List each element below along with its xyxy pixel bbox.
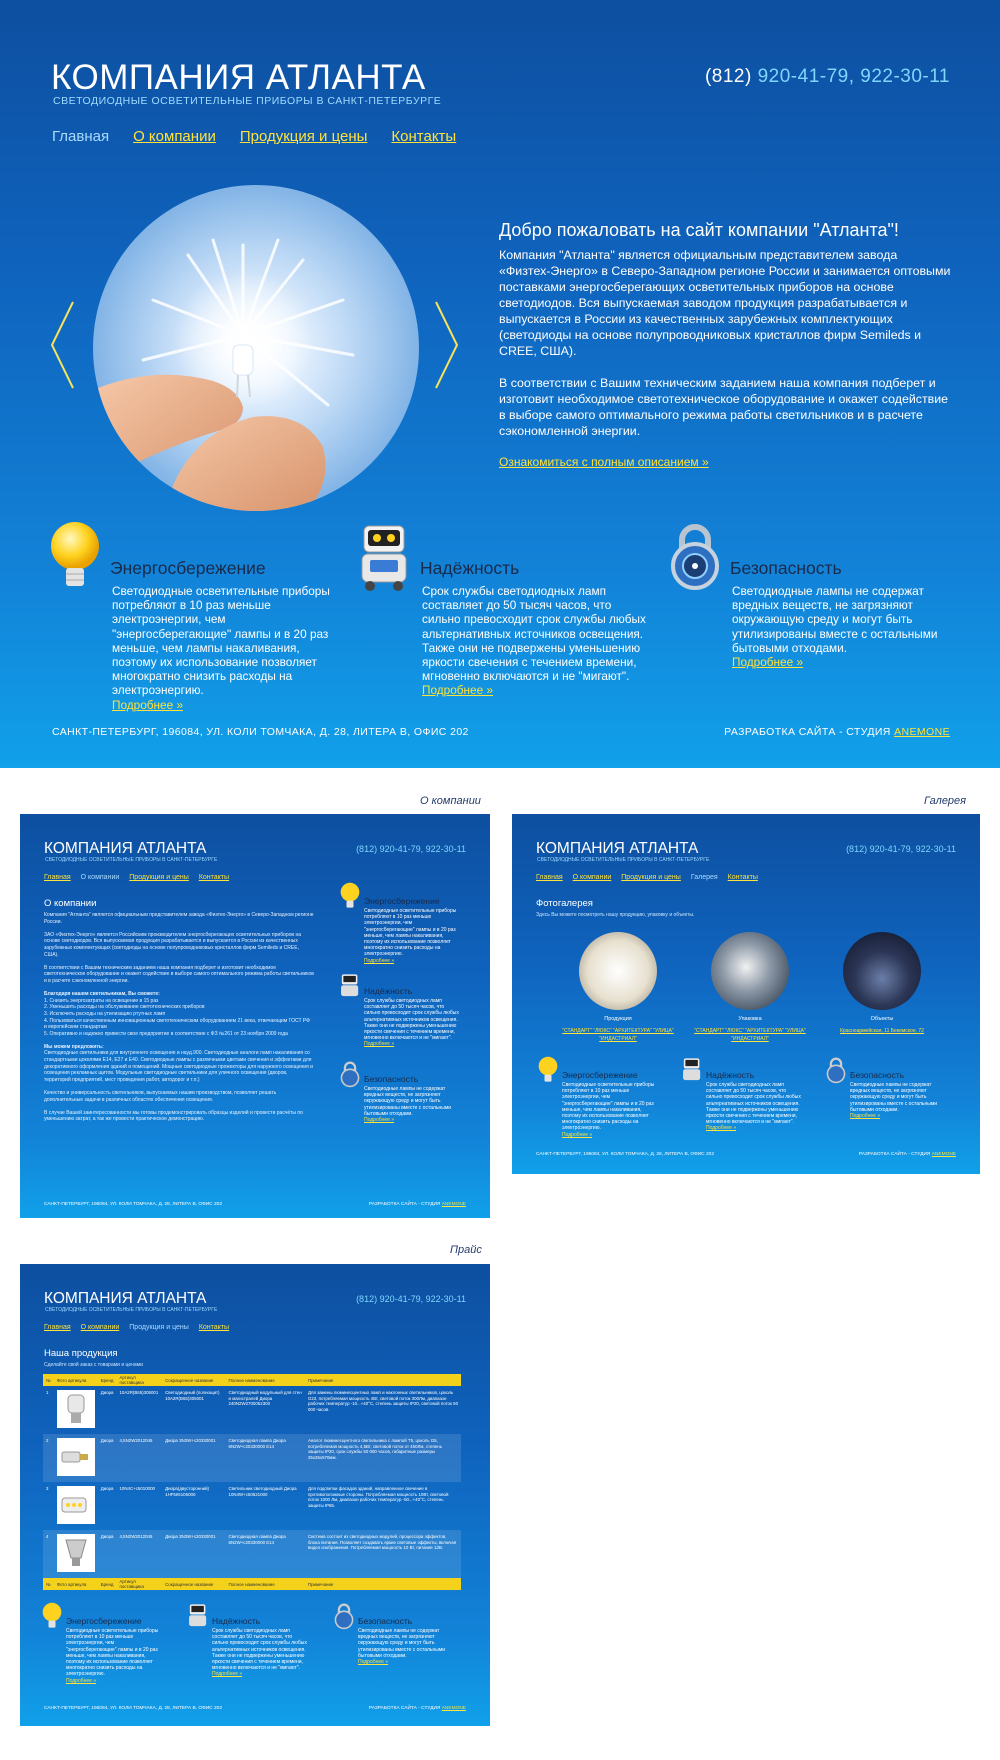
- hero-led-image: [93, 185, 419, 511]
- padlock-icon: [666, 520, 724, 592]
- thumb-price-page[interactable]: КОМПАНИЯ АТЛАНТА СВЕТОДИОДНЫЕ ОСВЕТИТЕЛЬНЫЕ ПРИБОРЫ В САНКТ-ПЕТЕРБУРГЕ (812) 920-41-79, 922-30-11 Главная О компании Продукция и цены Контакты Наша продукция Сделайте свой заказ с товарами и ценами № Фото артикула Бренд Артикул поставщика Сокращенное название Полное наименование Примечание 1 Диора 10А2R(B65)305001 Светодиодный (полнощит) 10А2R(B65)305001 Светодиодный модульный для стен и магистралей Диора 240N2W2700052300 Для замены люминесцентных ламп и наклонных светильников, цоколь G23, потребляемая мощность 4Вт, световой поток 300Лм, диапазон рабочих температур -10...+40°С, степень защиты IP20, световой поток 50 000 часов. 2 Диора 4,5N2W2012045 Диора 3N2W+с20330001 Светодиодная лампа Диора 6N2W+с20330000 Е14 Аналог люминесцентного светильника с лампой T5, цоколь G5, потребляемая мощность 4,5Вт, световой поток от 450Лм, степень защиты IP20, срок службы 50 000 часов, габаритные размеры 25x36x570мм. 3 Диора 10N4С+с5010000 Диора(двусторонний) 1НF5ё5105000 Светильник светодиодный Диора 10N4W+с50621000 Для подсветки фасадов зданий, направленное свечение в противоположные стороны. Потребляемая мощность 10Вт, световой поток 1000 Лм, диапазон рабочих температур -50...+40°С, степень защиты IP65. 4 Диора 4,5N2W2012045 Диора 3N2W+с20330001 Светодиодная лампа Диора 6N2W+с20330000 Е14 Система состоит из светодиодных модулей, процессора эффектов, блока питания. Позволяет создавать яркие световые эффекты, включая видео изображения. Потребляемая мощность 10 Вт, питание 12В. № Фото артикула Бренд Артикул поставщика Сокращенное название Полное наименование Примечание Энергосбережение Светодиодные осветительные приборы потребляют в 10 раз меньше электроэнергии, чем "энергосберегающие" лампы и в 20 раз меньше, чем лампы накаливания, поэтому их использование позволяет многократно снизить расходы на электроэнергию. Подробнее » Надёжность Срок службы светодиодных ламп составляет до 50 тысяч часов, что сильно превосходит срок службы любых альтернативных источников освещения. Также они не подвержены уменьшению яркости свечения с течением времени, мгновенно включаются и не "мигают". Подробнее » Безопасность Светодиодные лампы не содержат вредных веществ, не загрязняют окружающую среду и могут быть утилизированы вместе с остальными бытовыми отходами. Подробнее » САНКТ-ПЕТЕРБУРГ, 196084, УЛ. КОЛИ ТОМЧАКА, Д. 28, ЛИТЕРА В, ОФИС 202 РАЗРАБОТКА САЙТА - СТУДИЯ ANEMONE: [20, 1264, 490, 1726]
- feature-text: Светодиодные лампы не содержат вредных веществ, не загрязняют окружающую среду и могут быть утилизированы вместе с остальными бытовыми отходами. Подробнее »: [732, 584, 938, 670]
- thumb-about-page[interactable]: КОМПАНИЯ АТЛАНТА СВЕТОДИОДНЫЕ ОСВЕТИТЕЛЬНЫЕ ПРИБОРЫ В САНКТ-ПЕТЕРБУРГЕ (812) 920-41-79, 922-30-11 Главная О компании Продукция и цены Контакты О компании Компания "Атланта" является официальным представителем завода «Физтех-Энерго» в Северо-Западном регионе России. ЗАО «Физтех-Энерго» является Российским производителем энергосберегающих осветительных приборов на основе светодиодов. Вся выпускаемая продукция разрабатывается и выпускается в России из качественных зарубежных комплектующих (светодиоды на основе полупроводниковых кристаллов фирм Semileds и CREE, США). В соответствии с Вашим техническим заданием наша компания подберет и изготовит необходимое светотехническое оборудование и окажет содействие в выборе самого оптимального режима работы светильников и в расчете сэкономленной энергии. Благодаря нашим светильникам, Вы сможете: 1. Снизить энергозатраты на освещение в 15 раз 2. Уменьшить расходы на обслуживание светотехнических приборов 3. Исключить расходы на утилизацию ртутных ламп 4. Пользоваться качественным инновационным светотехническим оборудованием 21 века, отвечающим ГОСТ РФ и европейским стандартам 5. Оперативно и надежно привести свое предприятие в соответствие с ФЗ №261 от 23 ноября 2009 года Мы можем предложить: Светодиодные светильники для внутреннего освещения и науд.900. Светодиодные аналоги ламп накаливания со стандартными цоколями E14, E27 и E40. Светодиодные лампы с различными цветами свечения и эффектами для декоративного оформления зданий и помещений. Мощные светодиодные прожекторы для наружного освещения и освещения рекламных щитов. Модульные светодиодные светильники для уличного освещения (дворов, территорий предприятий, мест проведения работ, автодорог и т.п.) Качество и универсальность светильников, выпускаемых нашим производством, позволяет решать дополнительные задачи в различных областях обеспечения освещения. В случае Вашей заинтересованности мы готовы продемонстрировать образцы изделий и провести расчёты по уменьшению затрат, а так же провести практическое демонстрацию. Энергосбережение Светодиодные осветительные приборы потребляют в 10 раз меньше электроэнергии, чем "энергосберегающие" лампы и в 20 раз меньше, чем лампы накаливания, поэтому их использование позволяет многократно снизить расходы на электроэнергию. Подробнее » Надёжность Срок службы светодиодных ламп составляет до 50 тысяч часов, что сильно превосходит срок службы любых альтернативных источников освещения. Также они не подвержены уменьшению яркости свечения с течением времени, мгновенно включаются и не "мигают". Подробнее » Безопасность Светодиодные лампы не содержат вредных веществ, не загрязняют окружающую среду и могут быть утилизированы вместе с остальными бытовыми отходами. Подробнее » САНКТ-ПЕТЕРБУРГ, 196084, УЛ. КОЛИ ТОМЧАКА, Д. 28, ЛИТЕРА В, ОФИС 202 РАЗРАБОТКА САЙТА - СТУДИЯ ANEMONE: [20, 814, 490, 1218]
- thumb-gallery-page[interactable]: КОМПАНИЯ АТЛАНТА СВЕТОДИОДНЫЕ ОСВЕТИТЕЛЬНЫЕ ПРИБОРЫ В САНКТ-ПЕТЕРБУРГЕ (812) 920-41-79, 922-30-11 Главная О компании Продукция и цены Галерея Контакты Фотогалерея Здесь Вы можете посмотреть нашу продукцию, упаковку и объекты. Продукция "СТАНДАРТ" "ЛЮКС" "АРХИТЕКТУРА" "УЛИЦА" "ИНДАСТРИАЛ" Упаковка "СТАНДАРТ" "ЛЮКС" "АРХИТЕКТУРА" "УЛИЦА" "ИНДАСТРИАЛ" Объекты Красноармейская, 11 Бекемское, 72 Энергосбережение Светодиодные осветительные приборы потребляют в 10 раз меньше электроэнергии, чем "энергосберегающие" лампы и в 20 раз меньше, чем лампы накаливания, поэтому их использование позволяет многократно снизить расходы на электроэнергию. Подробнее » Надёжность Срок службы светодиодных ламп составляет до 50 тысяч часов, что сильно превосходит срок службы любых альтернативных источников освещения. Также они не подвержены уменьшению яркости свечения с течением времени, мгновенно включаются и не "мигают". Подробнее » Безопасность Светодиодные лампы не содержат вредных веществ, не загрязняют окружающую среду и могут быть утилизированы вместе с остальными бытовыми отходами. Подробнее » САНКТ-ПЕТЕРБУРГ, 196084, УЛ. КОЛИ ТОМЧАКА, Д. 28, ЛИТЕРА В, ОФИС 202 РАЗРАБОТКА САЙТА - СТУДИЯ ANEMONE: [512, 814, 980, 1174]
- product-photo[interactable]: [57, 1534, 95, 1572]
- feature-title: Энергосбережение: [110, 558, 266, 578]
- thumb-caption-about: О компании: [420, 795, 481, 807]
- welcome-paragraph-2: В соответствии с Вашим техническим заданием наша компания подберет и изготовит необходимое светотехническое оборудование и окажет содействие в выборе самого оптимального режима работы светильников и в расчете сэкономленной энергии.: [499, 376, 949, 438]
- padlock-icon: [332, 1602, 356, 1630]
- light-bulb-icon: [40, 1602, 64, 1630]
- robot-icon: [680, 1056, 704, 1084]
- nav-contacts[interactable]: Контакты: [391, 128, 457, 145]
- site-logo[interactable]: КОМПАНИЯ АТЛАНТА: [51, 58, 426, 97]
- site-tagline: СВЕТОДИОДНЫЕ ОСВЕТИТЕЛЬНЫЕ ПРИБОРЫ В САНКТ-ПЕТЕРБУРГЕ: [53, 95, 442, 107]
- read-more-link[interactable]: Ознакомиться с полным описанием »: [499, 455, 709, 469]
- thumb-price-sub: Сделайте свой заказ с товарами и ценами: [44, 1362, 143, 1368]
- light-bulb-icon: [338, 882, 362, 910]
- main-page: [0, 0, 1000, 768]
- thumb-nav: Главная О компании Продукция и цены Контакты: [44, 1324, 230, 1331]
- thumb-phone: (812) 920-41-79, 922-30-11: [846, 844, 956, 854]
- thumb-footer-address: САНКТ-ПЕТЕРБУРГ, 196084, УЛ. КОЛИ ТОМЧАКА, Д. 28, ЛИТЕРА В, ОФИС 202: [536, 1152, 714, 1157]
- footer-address: САНКТ-ПЕТЕРБУРГ, 196084, УЛ. КОЛИ ТОМЧАКА, Д. 28, ЛИТЕРА В, ОФИС 202: [52, 726, 469, 738]
- price-table-footer: № Фото артикула Бренд Артикул поставщика Сокращенное название Полное наименование Примечание: [43, 1578, 461, 1590]
- feature-text: Светодиодные осветительные приборы потребляют в 10 раз меньше электроэнергии, чем "энергосберегающие" лампы и в 20 раз меньше, чем лампы накаливания, поэтому их использование позволяет многократно снизить расходы на электроэнергию. Подробнее »: [112, 584, 330, 712]
- robot-icon: [356, 520, 414, 592]
- thumb-price-title: Наша продукция: [44, 1348, 118, 1359]
- thumb-footer-developer: РАЗРАБОТКА САЙТА - СТУДИЯ ANEMONE: [368, 1202, 466, 1207]
- thumb-gallery-sub: Здесь Вы можете посмотреть нашу продукцию, упаковку и объекты.: [536, 912, 695, 918]
- light-bulb-icon: [536, 1056, 560, 1084]
- table-row: 4 Диора 4,5N2W2012045 Диора 3N2W+с20330001 Светодиодная лампа Диора 6N2W+с20330000 Е14 Система состоит из светодиодных модулей, процессора эффектов, блока питания. Позволяет создавать яркие световые эффекты, включая видео изображения. Потребляемая мощность 10 Вт, питание 12В.: [43, 1530, 461, 1578]
- feature-title: Безопасность: [730, 558, 842, 578]
- price-table: [43, 1374, 461, 1590]
- thumb-caption-gallery: Галерея: [924, 795, 967, 807]
- nav-about[interactable]: О компании: [133, 128, 216, 145]
- thumb-footer-address: САНКТ-ПЕТЕРБУРГ, 196084, УЛ. КОЛИ ТОМЧАКА, Д. 28, ЛИТЕРА В, ОФИС 202: [44, 1202, 222, 1207]
- thumb-caption-price: Прайс: [450, 1244, 482, 1256]
- thumb-about-body: Компания "Атланта" является официальным представителем завода «Физтех-Энерго» в Северо-Западном регионе России. ЗАО «Физтех-Энерго» является Российским производителем энергосберегающих осветительных приборов на основе светодиодов. Вся выпускаемая продукция разрабатывается и выпускается в России из качественных зарубежных комплектующих (светодиоды на основе полупроводниковых кристаллов фирм Semileds и CREE, США). В соответствии с Вашим техническим заданием наша компания подберет и изготовит необходимое светотехническое оборудование и окажет содействие в выборе самого оптимального режима работы светильников и в расчете сэкономленной энергии. Благодаря нашим светильникам, Вы сможете: 1. Снизить энергозатраты на освещение в 15 раз 2. Уменьшить расходы на обслуживание светотехнических приборов 3. Исключить расходы на утилизацию ртутных ламп 4. Пользоваться качественным инновационным светотехническим оборудованием 21 века, отвечающим ГОСТ РФ и европейским стандартам 5. Оперативно и надежно привести свое предприятие в соответствие с ФЗ №261 от 23 ноября 2009 года Мы можем предложить: Светодиодные светильники для внутреннего освещения и науд.900. Светодиодные аналоги ламп накаливания со стандартными цоколями E14, E27 и E40. Светодиодные лампы с различными цветами свечения и эффектами для декоративного оформления зданий и помещений. Мощные светодиодные прожекторы для наружного освещения и освещения рекламных щитов. Модульные светодиодные светильники для уличного освещения (дворов, территорий предприятий, мест проведения работ, автодорог и т.п.) Качество и универсальность светильников, выпускаемых нашим производством, позволяет решать дополнительные задачи в различных областях обеспечения освещения. В случае Вашей заинтересованности мы готовы продемонстрировать образцы изделий и провести расчёты по уменьшению затрат, а так же провести практическое демонстрацию.: [44, 912, 314, 1123]
- thumb-logo: КОМПАНИЯ АТЛАНТА: [536, 840, 699, 857]
- thumb-phone: (812) 920-41-79, 922-30-11: [356, 1294, 466, 1304]
- thumb-footer-address: САНКТ-ПЕТЕРБУРГ, 196084, УЛ. КОЛИ ТОМЧАКА, Д. 28, ЛИТЕРА В, ОФИС 202: [44, 1706, 222, 1711]
- thumb-nav: Главная О компании Продукция и цены Галерея Контакты: [536, 874, 758, 881]
- feature-title: Надёжность: [420, 558, 520, 578]
- robot-icon: [186, 1602, 210, 1630]
- main-nav: [52, 128, 456, 145]
- padlock-icon: [824, 1056, 848, 1084]
- product-photo[interactable]: [57, 1438, 95, 1476]
- thumb-phone: (812) 920-41-79, 922-30-11: [356, 844, 466, 854]
- price-table-header: № Фото артикула Бренд Артикул поставщика Сокращенное название Полное наименование Примечание: [43, 1374, 461, 1386]
- gallery-item-products[interactable]: Продукция "СТАНДАРТ" "ЛЮКС" "АРХИТЕКТУРА" "УЛИЦА" "ИНДАСТРИАЛ": [558, 932, 678, 1043]
- slider-prev-arrow-icon[interactable]: [49, 300, 75, 400]
- thumb-gallery-title: Фотогалерея: [536, 898, 593, 909]
- feature-more-link[interactable]: Подробнее »: [732, 655, 804, 670]
- thumb-footer-developer: РАЗРАБОТКА САЙТА - СТУДИЯ ANEMONE: [368, 1706, 466, 1711]
- feature-text: Срок службы светодиодных ламп составляет до 50 тысяч часов, что сильно превосходит срок службы любых альтернативных источников освещения. Также они не подвержены уменьшению яркости свечения с течением времени, мгновенно включаются и не "мигают". Подробнее »: [422, 584, 646, 698]
- padlock-icon: [338, 1060, 362, 1088]
- phone-digits: 920-41-79, 922-30-11: [757, 66, 950, 87]
- light-bulb-icon: [46, 520, 104, 592]
- welcome-title: Добро пожаловать на сайт компании "Атланта"!: [499, 220, 899, 240]
- welcome-section: [499, 220, 951, 471]
- welcome-paragraph-1: Компания "Атланта" является официальным представителем завода «Физтех-Энерго» в Северо-Западном регионе России и занимается оптовыми поставками энергосберегающих осветительных приборов на основе светодиодов. Вся выпускаемая заводом продукция разрабатывается и выпускается в России из качественных зарубежных комплектующих (светодиоды на основе полупроводниковых кристаллов фирм Semileds и CREE, США).: [499, 248, 951, 358]
- footer-developer: РАЗРАБОТКА САЙТА - СТУДИЯ ANEMONE: [724, 726, 950, 738]
- thumb-about-title: О компании: [44, 898, 97, 909]
- studio-link[interactable]: ANEMONE: [894, 726, 950, 738]
- table-row: 1 Диора 10А2R(B65)305001 Светодиодный (полнощит) 10А2R(B65)305001 Светодиодный модульный для стен и магистралей Диора 240N2W2700052300 Для замены люминесцентных ламп и наклонных светильников, цоколь G23, потребляемая мощность 4Вт, световой поток 300Лм, диапазон рабочих температур -10...+40°С, степень защиты IP20, световой поток 50 000 часов.: [43, 1386, 461, 1434]
- phone-code: (812): [704, 66, 752, 87]
- thumb-tagline: СВЕТОДИОДНЫЕ ОСВЕТИТЕЛЬНЫЕ ПРИБОРЫ В САНКТ-ПЕТЕРБУРГЕ: [45, 1307, 218, 1313]
- thumb-nav: Главная О компании Продукция и цены Контакты: [44, 874, 230, 881]
- product-photo[interactable]: [57, 1486, 95, 1524]
- table-row: 3 Диора 10N4С+с5010000 Диора(двусторонний) 1НF5ё5105000 Светильник светодиодный Диора 10N4W+с50621000 Для подсветки фасадов зданий, направленное свечение в противоположные стороны. Потребляемая мощность 10Вт, световой поток 1000 Лм, диапазон рабочих температур -50...+40°С, степень защиты IP65.: [43, 1482, 461, 1530]
- robot-icon: [338, 972, 362, 1000]
- nav-products[interactable]: Продукция и цены: [239, 128, 368, 145]
- feature-more-link[interactable]: Подробнее »: [112, 697, 184, 712]
- slider-next-arrow-icon[interactable]: [434, 300, 460, 400]
- product-photo[interactable]: [57, 1390, 95, 1428]
- table-row: 2 Диора 4,5N2W2012045 Диора 3N2W+с20330001 Светодиодная лампа Диора 6N2W+с20330000 Е14 Аналог люминесцентного светильника с лампой T5, цоколь G5, потребляемая мощность 4,5Вт, световой поток от 450Лм, степень защиты IP20, срок службы 50 000 часов, габаритные размеры 25x36x570мм.: [43, 1434, 461, 1482]
- gallery-item-objects[interactable]: Объекты Красноармейская, 11 Бекемское, 72: [822, 932, 942, 1035]
- phone-number: [705, 66, 950, 88]
- thumb-footer-developer: РАЗРАБОТКА САЙТА - СТУДИЯ ANEMONE: [858, 1152, 956, 1157]
- gallery-item-packaging[interactable]: Упаковка "СТАНДАРТ" "ЛЮКС" "АРХИТЕКТУРА" "УЛИЦА" "ИНДАСТРИАЛ": [690, 932, 810, 1043]
- thumb-tagline: СВЕТОДИОДНЫЕ ОСВЕТИТЕЛЬНЫЕ ПРИБОРЫ В САНКТ-ПЕТЕРБУРГЕ: [45, 857, 218, 863]
- thumb-logo: КОМПАНИЯ АТЛАНТА: [44, 1290, 207, 1307]
- feature-more-link[interactable]: Подробнее »: [422, 683, 494, 698]
- thumb-logo: КОМПАНИЯ АТЛАНТА: [44, 840, 207, 857]
- thumb-tagline: СВЕТОДИОДНЫЕ ОСВЕТИТЕЛЬНЫЕ ПРИБОРЫ В САНКТ-ПЕТЕРБУРГЕ: [537, 857, 710, 863]
- nav-home[interactable]: Главная: [52, 128, 110, 145]
